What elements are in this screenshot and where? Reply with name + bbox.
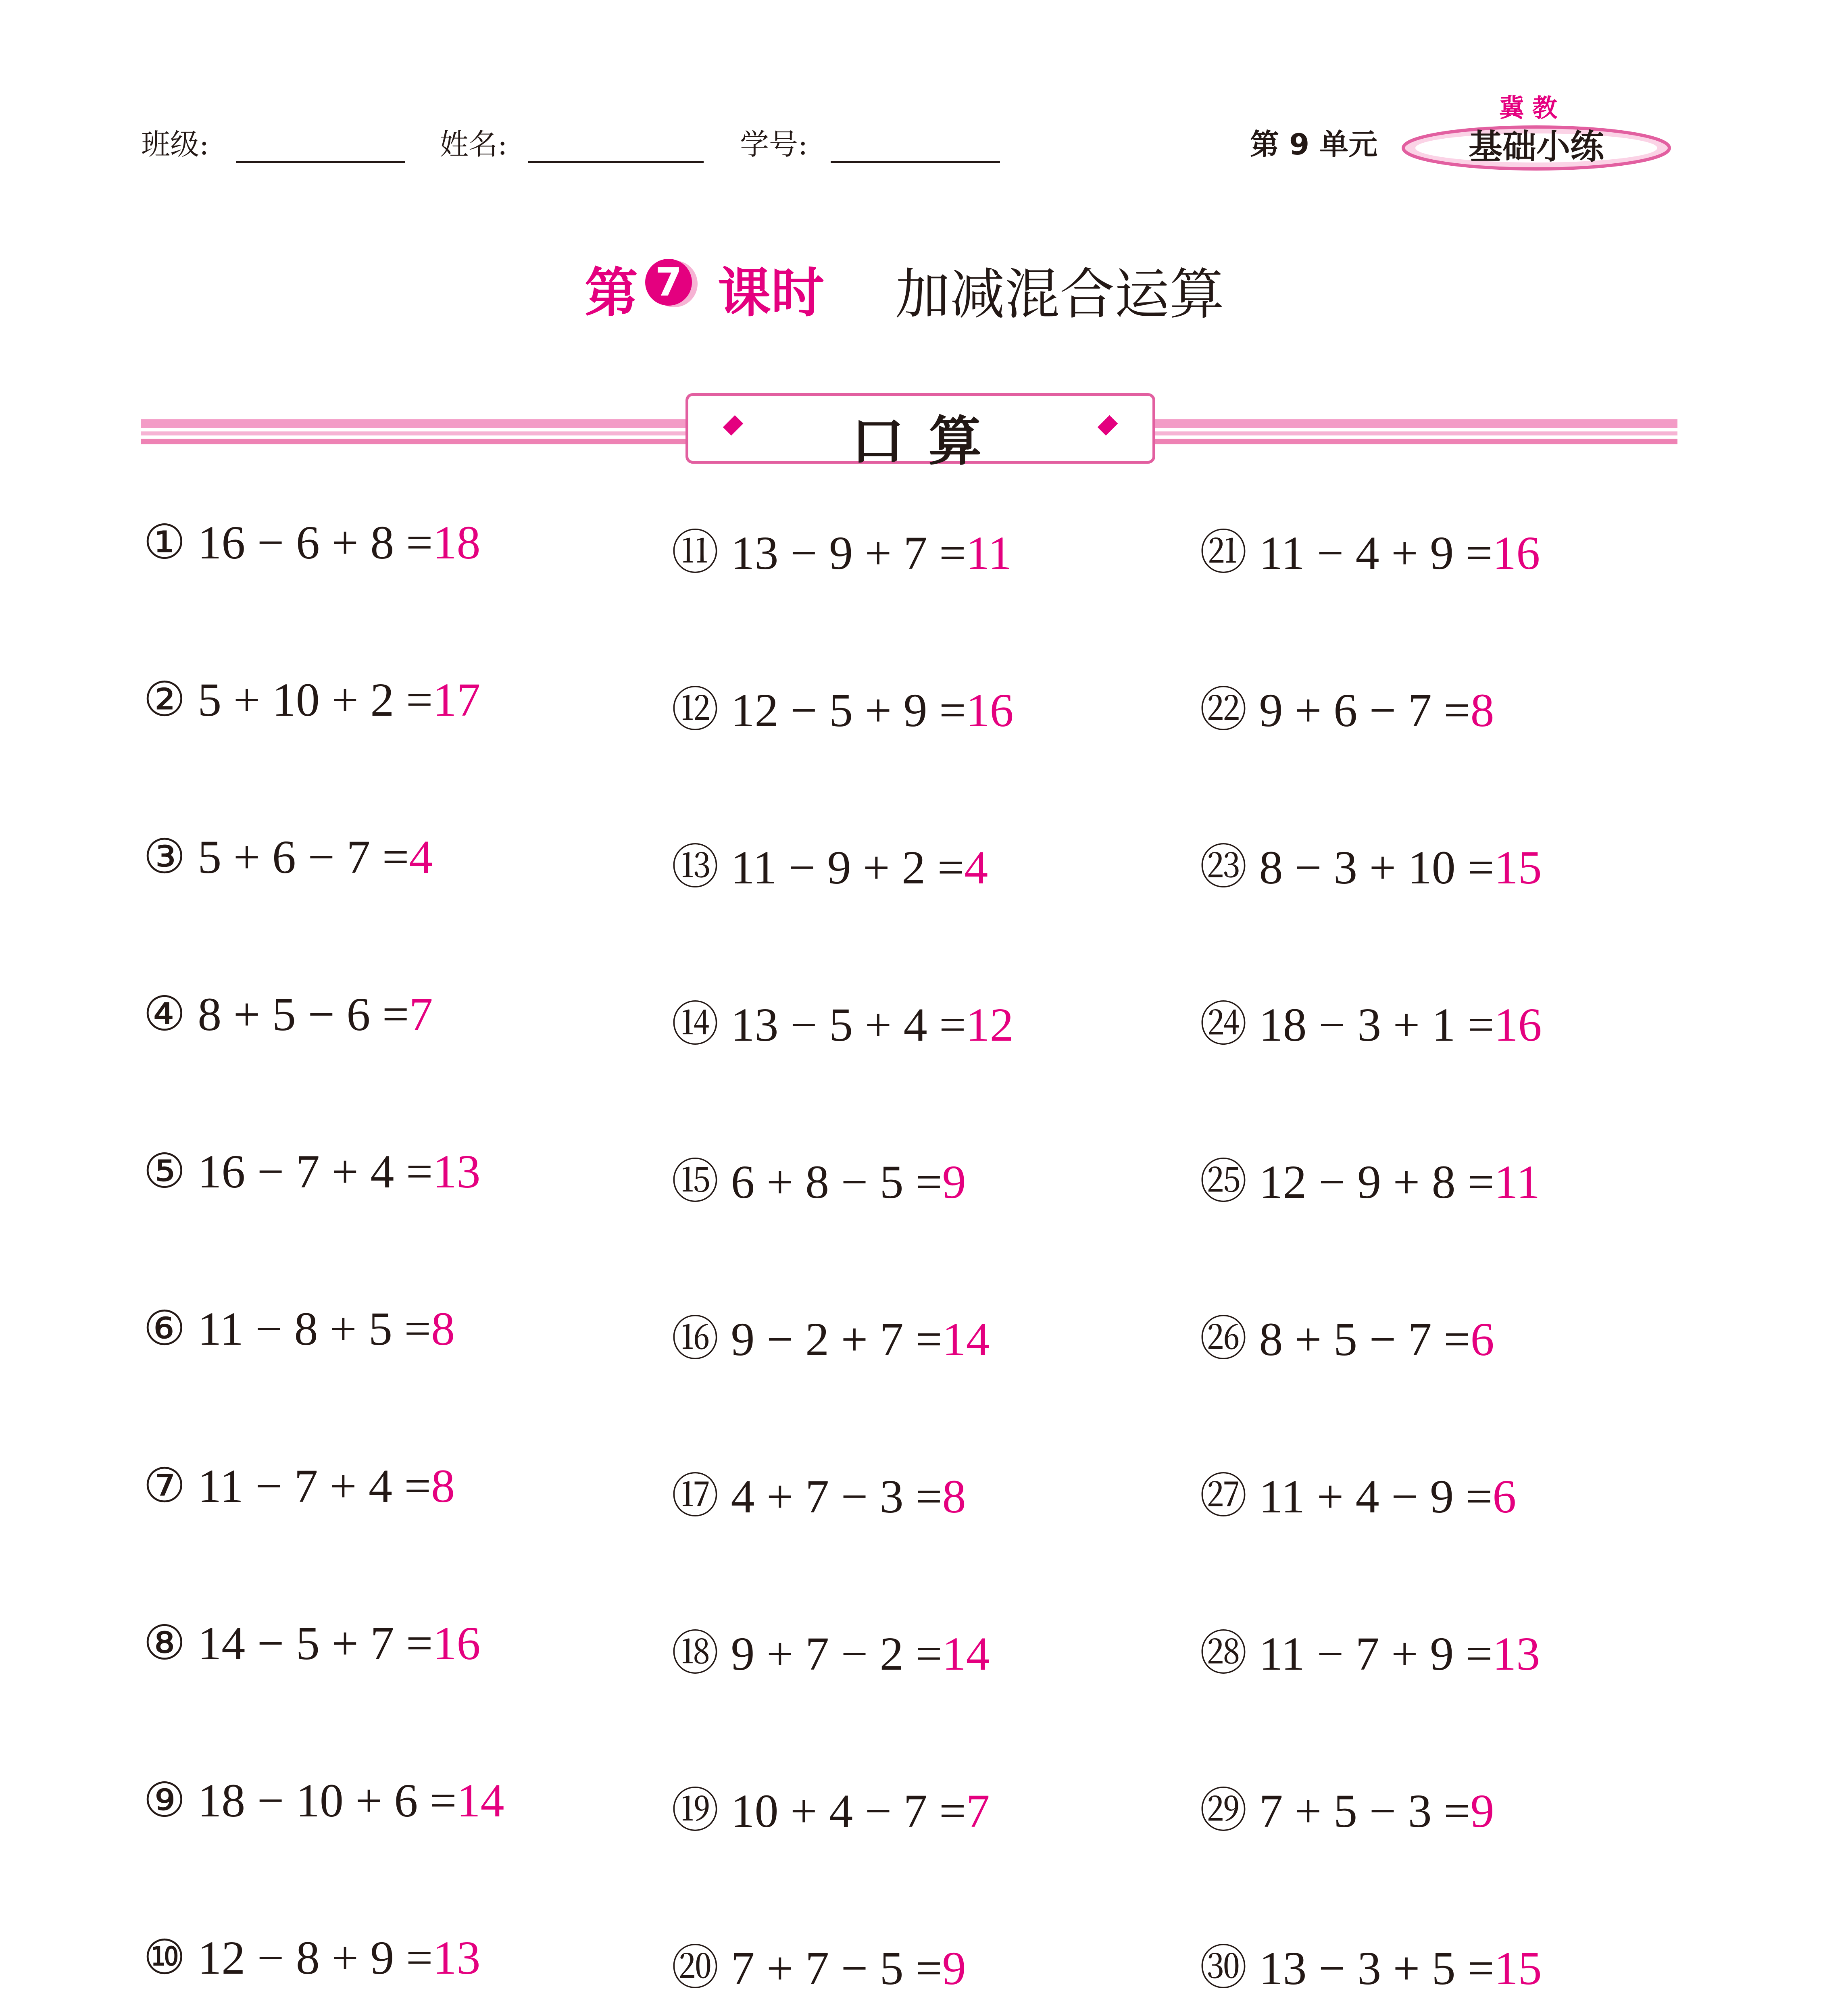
problem-item xyxy=(671,829,988,897)
problem-expression: 7 + 7 − 5 = xyxy=(731,1942,942,1995)
name-field[interactable] xyxy=(528,161,704,163)
problem-expression: 9 − 2 + 7 = xyxy=(731,1313,942,1366)
problem-expression: 6 + 8 − 5 = xyxy=(731,1156,942,1208)
name-label: 姓名: xyxy=(440,127,508,161)
lesson-number: 7 xyxy=(645,259,692,306)
problem-item xyxy=(671,671,1014,740)
problem-expression: 7 + 5 − 3 = xyxy=(1259,1785,1471,1837)
problem-expression: 11 − 9 + 2 = xyxy=(731,841,965,894)
section-title: 口算 xyxy=(851,410,1006,473)
problem-answer[interactable]: 9 xyxy=(1470,1785,1494,1837)
problem-answer[interactable]: 7 xyxy=(409,988,433,1041)
problem-answer[interactable]: 4 xyxy=(964,841,988,894)
problem-item xyxy=(143,829,433,885)
problem-answer[interactable]: 7 xyxy=(966,1785,990,1837)
problem-answer[interactable]: 16 xyxy=(966,684,1014,737)
class-field[interactable] xyxy=(236,161,405,163)
problem-expression: 8 + 5 − 6 = xyxy=(198,988,409,1041)
problem-expression: 13 − 5 + 4 = xyxy=(731,998,966,1051)
problem-item xyxy=(143,671,480,727)
problem-number: ⑦ xyxy=(143,1458,186,1513)
problem-number: ⑤ xyxy=(143,1143,186,1199)
problem-expression: 9 + 7 − 2 = xyxy=(731,1627,942,1680)
lesson-suffix: 课时 xyxy=(718,262,824,324)
problem-number: ⑬ xyxy=(671,839,719,895)
problem-number: ⑩ xyxy=(143,1929,186,1985)
problem-number: ⑪ xyxy=(671,525,719,580)
problem-expression: 11 + 4 − 9 = xyxy=(1259,1470,1493,1523)
problem-expression: 11 − 8 + 5 = xyxy=(198,1302,431,1355)
problem-item xyxy=(671,1772,990,1841)
problem-number: ① xyxy=(143,514,186,570)
problem-answer[interactable]: 15 xyxy=(1494,1942,1542,1995)
problem-expression: 16 − 6 + 8 = xyxy=(198,516,433,569)
problem-expression: 4 + 7 − 3 = xyxy=(731,1470,942,1523)
problem-number: ⑱ xyxy=(671,1625,719,1681)
problem-answer[interactable]: 14 xyxy=(942,1627,990,1680)
problem-number: ⑳ xyxy=(671,1940,719,1995)
problem-number: ㉑ xyxy=(1200,525,1248,580)
problem-expression: 11 − 4 + 9 = xyxy=(1259,527,1493,579)
problem-number: ③ xyxy=(143,829,186,884)
problem-expression: 10 + 4 − 7 = xyxy=(731,1785,966,1837)
problem-item xyxy=(1200,1300,1494,1369)
problem-number: ㉖ xyxy=(1200,1311,1248,1366)
problem-number: ② xyxy=(143,671,186,727)
problem-number: ㉓ xyxy=(1200,839,1248,895)
problem-expression: 14 − 5 + 7 = xyxy=(198,1617,433,1670)
problem-item xyxy=(671,1929,966,1998)
problem-answer[interactable]: 13 xyxy=(1492,1627,1540,1680)
problem-expression: 8 + 5 − 7 = xyxy=(1259,1313,1471,1366)
problem-item xyxy=(671,1300,990,1369)
problem-expression: 11 − 7 + 4 = xyxy=(198,1460,431,1512)
problem-item xyxy=(143,1143,480,1199)
problem-expression: 13 − 9 + 7 = xyxy=(731,527,966,579)
problem-item xyxy=(1200,514,1540,583)
problem-answer[interactable]: 8 xyxy=(942,1470,966,1523)
problem-expression: 12 − 8 + 9 = xyxy=(198,1931,433,1984)
problem-number: ⑫ xyxy=(671,682,719,737)
problem-item xyxy=(143,514,480,570)
problem-item xyxy=(143,1615,480,1671)
problem-item xyxy=(671,986,1014,1054)
problem-answer[interactable]: 16 xyxy=(1492,527,1540,579)
problem-answer[interactable]: 17 xyxy=(433,673,481,726)
problem-item xyxy=(1200,1615,1540,1683)
problem-number: ④ xyxy=(143,986,186,1041)
problem-number: ㉚ xyxy=(1200,1940,1248,1995)
lesson-prefix: 第 xyxy=(585,262,638,324)
unit-label: 第 9 单元 xyxy=(1250,127,1378,161)
problem-number: ⑲ xyxy=(671,1783,719,1838)
problem-answer[interactable]: 18 xyxy=(433,516,481,569)
publisher-label: 冀教 xyxy=(1499,93,1566,123)
problem-expression: 13 − 3 + 5 = xyxy=(1259,1942,1494,1995)
problem-answer[interactable]: 8 xyxy=(1470,684,1494,737)
lesson-topic: 加减混合运算 xyxy=(895,263,1224,327)
problem-item xyxy=(1200,671,1494,740)
problem-expression: 12 − 5 + 9 = xyxy=(731,684,966,737)
problem-expression: 18 − 3 + 1 = xyxy=(1259,998,1494,1051)
class-label: 班级: xyxy=(141,127,209,161)
problem-item xyxy=(1200,1143,1540,1212)
series-title: 基础小练 xyxy=(1468,127,1604,167)
problem-answer[interactable]: 14 xyxy=(456,1774,504,1827)
problem-answer[interactable]: 9 xyxy=(942,1942,966,1995)
problem-answer[interactable]: 16 xyxy=(1494,998,1542,1051)
problem-number: ㉒ xyxy=(1200,682,1248,737)
problem-item xyxy=(1200,1929,1542,1998)
problem-answer[interactable]: 6 xyxy=(1492,1470,1517,1523)
problem-expression: 11 − 7 + 9 = xyxy=(1259,1627,1493,1680)
problem-item xyxy=(671,1615,990,1683)
problem-number: ⑨ xyxy=(143,1772,186,1828)
problem-expression: 12 − 9 + 8 = xyxy=(1259,1156,1494,1208)
problem-number: ⑮ xyxy=(671,1154,719,1209)
problem-answer[interactable]: 16 xyxy=(433,1617,481,1670)
problem-item xyxy=(143,1772,504,1828)
problem-answer[interactable]: 13 xyxy=(433,1145,481,1198)
problem-answer[interactable]: 8 xyxy=(431,1460,455,1512)
student-id-field[interactable] xyxy=(831,161,1000,163)
problem-number: ⑧ xyxy=(143,1615,186,1670)
problem-number: ㉙ xyxy=(1200,1783,1248,1838)
problem-item xyxy=(671,514,1012,583)
problem-item xyxy=(671,1458,966,1526)
problem-item xyxy=(143,986,433,1042)
problem-expression: 9 + 6 − 7 = xyxy=(1259,684,1471,737)
problem-item xyxy=(143,1929,480,1985)
problem-number: ㉔ xyxy=(1200,996,1248,1052)
section-banner xyxy=(685,393,1155,473)
problem-item xyxy=(1200,1772,1494,1841)
problem-number: ⑭ xyxy=(671,996,719,1052)
student-id-label: 学号: xyxy=(740,127,808,161)
problem-answer[interactable]: 11 xyxy=(966,527,1012,579)
problem-expression: 5 + 10 + 2 = xyxy=(198,673,433,726)
problem-number: ⑯ xyxy=(671,1311,719,1366)
problem-item xyxy=(671,1143,966,1212)
series-logo xyxy=(1387,119,1677,179)
problem-expression: 5 + 6 − 7 = xyxy=(198,831,409,883)
problem-answer[interactable]: 9 xyxy=(942,1156,966,1208)
problem-answer[interactable]: 6 xyxy=(1470,1313,1494,1366)
problem-item xyxy=(1200,986,1542,1054)
problem-expression: 18 − 10 + 6 = xyxy=(198,1774,457,1827)
problem-number: ⑥ xyxy=(143,1300,186,1356)
problem-answer[interactable]: 13 xyxy=(433,1931,481,1984)
problem-answer[interactable]: 11 xyxy=(1494,1156,1540,1208)
problem-answer[interactable]: 12 xyxy=(966,998,1014,1051)
problem-answer[interactable]: 15 xyxy=(1494,841,1542,894)
problem-number: ㉘ xyxy=(1200,1625,1248,1681)
problem-item xyxy=(1200,1458,1516,1526)
lesson-title xyxy=(585,246,1270,327)
problem-number: ㉗ xyxy=(1200,1468,1248,1524)
problem-item xyxy=(1200,829,1542,897)
problem-answer[interactable]: 14 xyxy=(942,1313,990,1366)
problem-answer[interactable]: 8 xyxy=(431,1302,455,1355)
problem-expression: 8 − 3 + 10 = xyxy=(1259,841,1494,894)
problem-number: ㉕ xyxy=(1200,1154,1248,1209)
problem-item xyxy=(143,1300,455,1356)
problem-number: ⑰ xyxy=(671,1468,719,1524)
problem-answer[interactable]: 4 xyxy=(409,831,433,883)
problem-item xyxy=(143,1458,455,1514)
problem-expression: 16 − 7 + 4 = xyxy=(198,1145,433,1198)
